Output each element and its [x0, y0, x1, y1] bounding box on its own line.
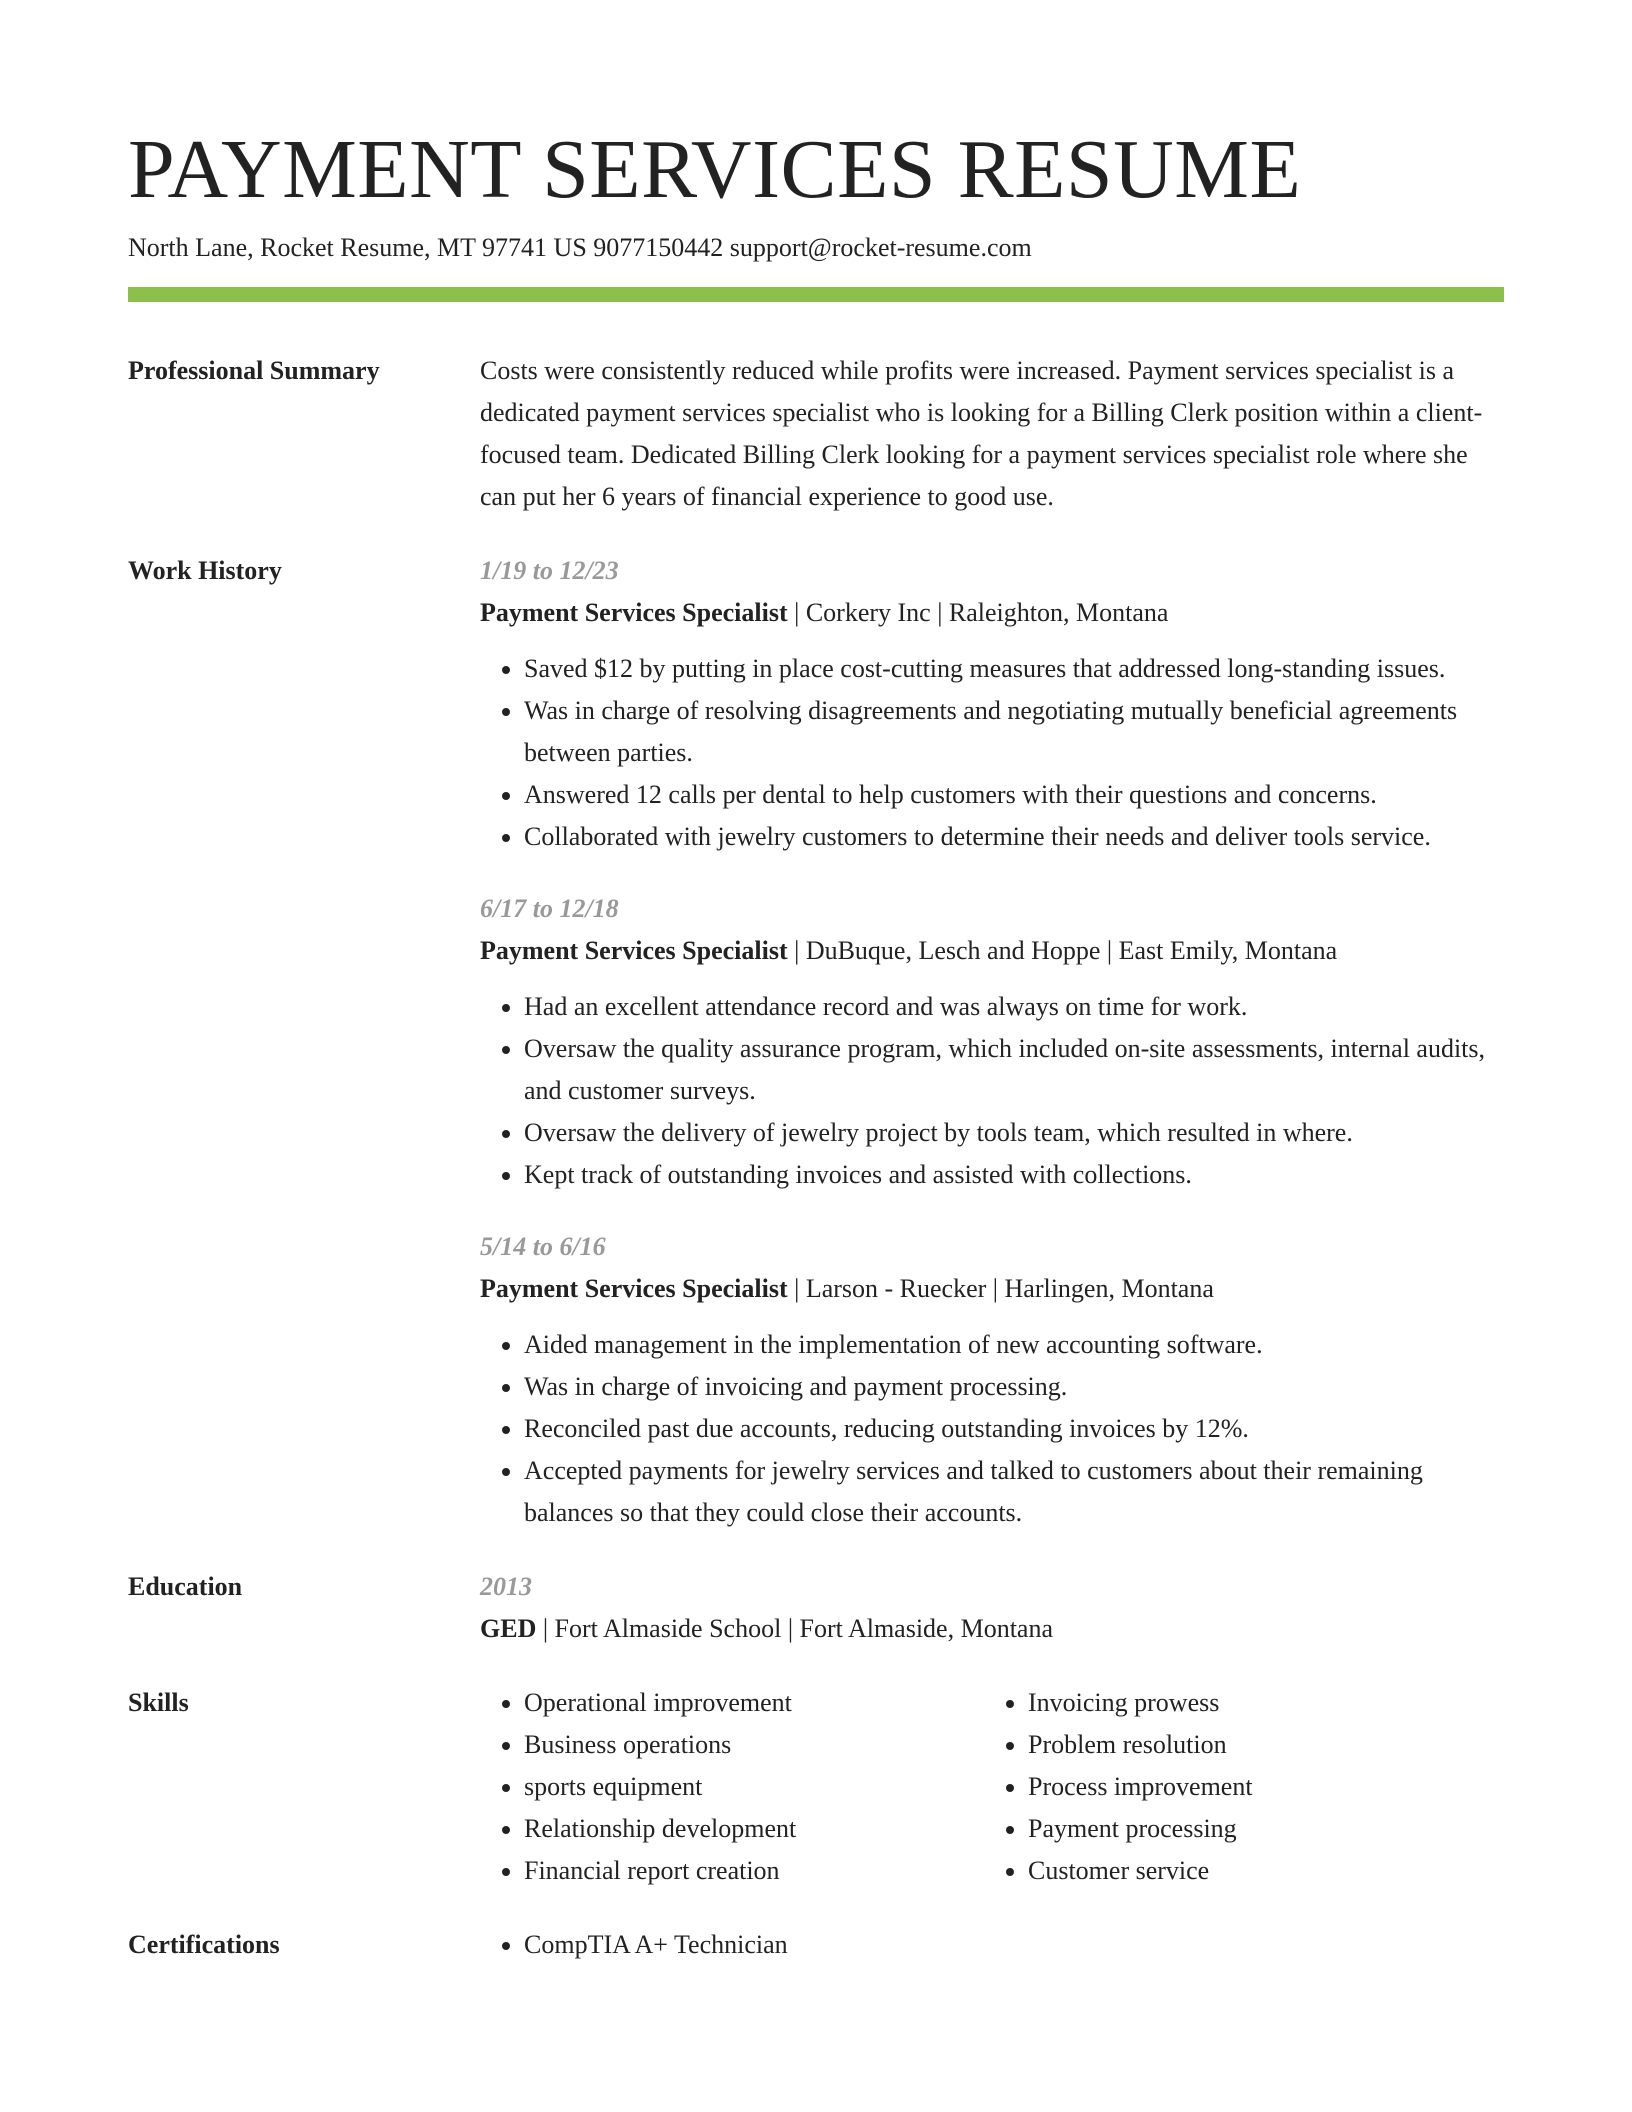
list-item: • Kept track of outstanding invoices and assisted with collections.	[524, 1154, 1504, 1196]
job-bullets	[480, 986, 1504, 1196]
list-item: • Was in charge of resolving disagreements and negotiating mutually beneficial agreements between parties.	[524, 690, 1504, 774]
education-section	[128, 1566, 1504, 1650]
job-heading	[480, 1268, 1504, 1310]
list-item: • Oversaw the delivery of jewelry project by tools team, which resulted in where.	[524, 1112, 1504, 1154]
skill-item: • Business operations	[524, 1724, 984, 1766]
job-details: | Corkery Inc | Raleighton, Montana	[787, 598, 1169, 627]
job-entry	[480, 888, 1504, 1196]
list-item: • Had an excellent attendance record and was always on time for work.	[524, 986, 1504, 1028]
resume-title: PAYMENT SERVICES RESUME	[128, 123, 1302, 216]
job-title: Payment Services Specialist	[480, 598, 788, 627]
list-item: • Saved $12 by putting in place cost-cutting measures that addressed long-standing issues.	[524, 648, 1504, 690]
job-bullets	[480, 1324, 1504, 1534]
education-degree: GED	[480, 1614, 537, 1643]
education-details: | Fort Almaside School | Fort Almaside, Montana	[536, 1614, 1054, 1643]
skills-section	[128, 1682, 1504, 1892]
job-heading	[480, 592, 1504, 634]
list-item: • Reconciled past due accounts, reducing outstanding invoices by 12%.	[524, 1408, 1504, 1450]
certifications-label: Certifications	[128, 1930, 280, 1959]
list-item: • Collaborated with jewelry customers to determine their needs and deliver tools service.	[524, 816, 1504, 858]
list-item: • Oversaw the quality assurance program, which included on-site assessments, internal audits, and customer surveys.	[524, 1028, 1504, 1112]
job-heading	[480, 930, 1504, 972]
summary-section	[128, 350, 1504, 518]
job-details: | DuBuque, Lesch and Hoppe | East Emily, Montana	[787, 936, 1338, 965]
job-dates: 1/19 to 12/23	[480, 556, 619, 585]
job-entry	[480, 1226, 1504, 1534]
list-item: • Was in charge of invoicing and payment processing.	[524, 1366, 1504, 1408]
certifications-list	[480, 1924, 1504, 1966]
skill-item: • sports equipment	[524, 1766, 984, 1808]
skill-item: • Problem resolution	[1028, 1724, 1488, 1766]
job-dates: 6/17 to 12/18	[480, 894, 619, 923]
certification-item: • CompTIA A+ Technician	[524, 1924, 1504, 1966]
job-title: Payment Services Specialist	[480, 1274, 788, 1303]
skill-item: • Relationship development	[524, 1808, 984, 1850]
skill-item: • Process improvement	[1028, 1766, 1488, 1808]
resume-page	[128, 0, 1504, 1966]
accent-divider	[128, 287, 1504, 302]
job-details: | Larson - Ruecker | Harlingen, Montana	[787, 1274, 1214, 1303]
skills-label: Skills	[128, 1688, 189, 1717]
job-title: Payment Services Specialist	[480, 936, 788, 965]
skill-item: • Customer service	[1028, 1850, 1488, 1892]
skill-item: • Invoicing prowess	[1028, 1682, 1488, 1724]
skill-item: • Financial report creation	[524, 1850, 984, 1892]
education-date: 2013	[480, 1572, 532, 1601]
skills-list-left	[480, 1682, 984, 1892]
skill-item: • Payment processing	[1028, 1808, 1488, 1850]
list-item: • Accepted payments for jewelry services and talked to customers about their remaining balances so that they could close their accounts.	[524, 1450, 1504, 1534]
contact-line: North Lane, Rocket Resume, MT 97741 US 9077150442 support@rocket-resume.com	[128, 233, 1032, 262]
skills-columns	[480, 1682, 1504, 1892]
job-dates: 5/14 to 6/16	[480, 1232, 606, 1261]
education-heading	[480, 1608, 1504, 1650]
work-history-section	[128, 550, 1504, 1534]
certifications-section	[128, 1924, 1504, 1966]
job-entry	[480, 550, 1504, 858]
job-bullets	[480, 648, 1504, 858]
list-item: • Answered 12 calls per dental to help customers with their questions and concerns.	[524, 774, 1504, 816]
work-history-label: Work History	[128, 556, 282, 585]
skill-item: • Operational improvement	[524, 1682, 984, 1724]
skills-list-right	[984, 1682, 1488, 1892]
education-label: Education	[128, 1572, 243, 1601]
list-item: • Aided management in the implementation of new accounting software.	[524, 1324, 1504, 1366]
summary-text: Costs were consistently reduced while profits were increased. Payment services specialist is a dedicated payment services specialist who is looking for a Billing Clerk position within a client-focused team. Dedicated Billing Clerk looking for a payment services specialist role where she can put her 6 years of financial experience to good use.	[480, 356, 1483, 511]
summary-label: Professional Summary	[128, 356, 380, 385]
